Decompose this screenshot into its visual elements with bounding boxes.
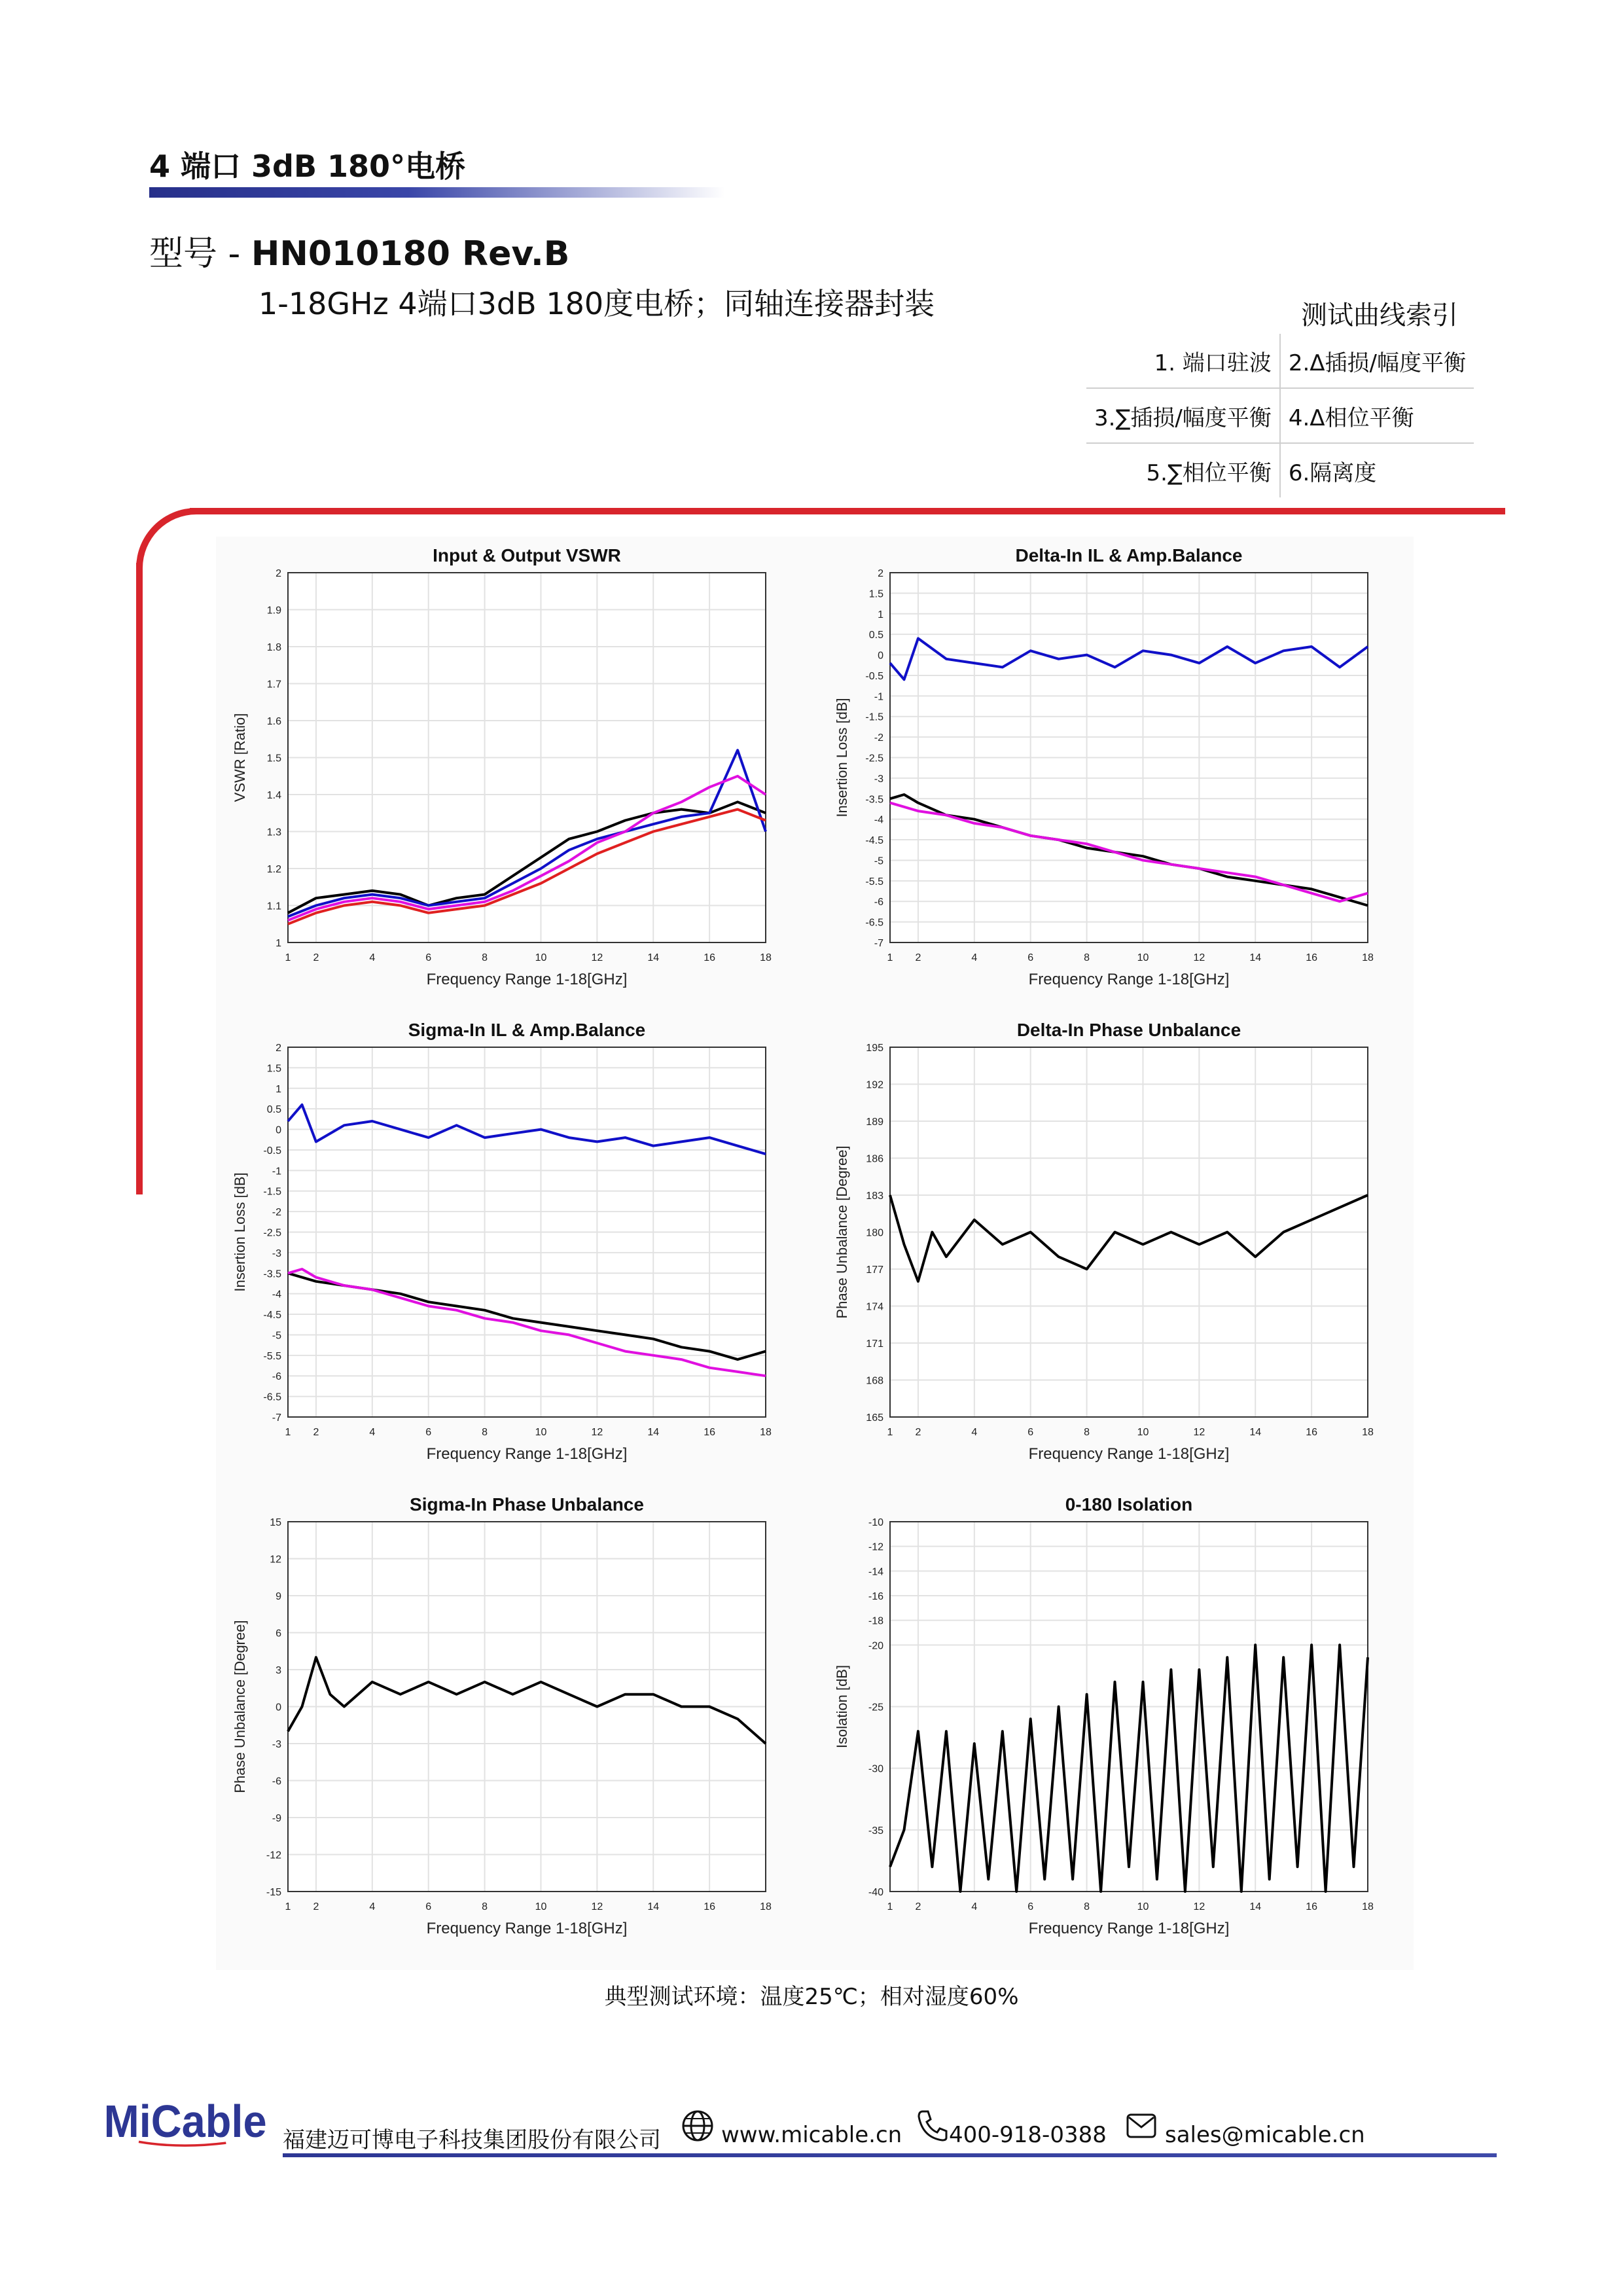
y-tick-label: -30 bbox=[868, 1763, 883, 1775]
y-tick-label: 177 bbox=[866, 1265, 883, 1276]
y-tick-label: 1 bbox=[878, 609, 883, 620]
y-tick-label: 192 bbox=[866, 1079, 883, 1091]
y-tick-label: 9 bbox=[276, 1591, 281, 1602]
x-tick-label: 2 bbox=[313, 1427, 319, 1438]
y-tick-label: 1.5 bbox=[868, 588, 883, 600]
y-tick-label: -3 bbox=[272, 1739, 281, 1750]
x-tick-label: 8 bbox=[482, 1427, 488, 1438]
chart-svg bbox=[216, 1011, 805, 1469]
y-tick-label: 0.5 bbox=[266, 1104, 281, 1116]
x-tick-label: 12 bbox=[591, 952, 603, 963]
x-tick-label: 1 bbox=[887, 1901, 893, 1912]
chart-svg bbox=[818, 1011, 1407, 1469]
frame-top-line bbox=[190, 508, 1505, 514]
company-name: 福建迈可博电子科技集团股份有限公司 bbox=[283, 2127, 661, 2153]
x-tick-label: 12 bbox=[591, 1901, 603, 1912]
y-tick-label: -16 bbox=[868, 1591, 883, 1602]
chart-title: Delta-In Phase Unbalance bbox=[1016, 1020, 1241, 1040]
y-tick-label: -0.5 bbox=[263, 1145, 281, 1157]
x-tick-label: 10 bbox=[1137, 952, 1149, 963]
plots-area bbox=[216, 537, 1414, 1970]
x-tick-label: 2 bbox=[313, 1901, 319, 1912]
y-tick-label: 2 bbox=[276, 1043, 281, 1054]
y-tick-label: 1.4 bbox=[266, 790, 281, 801]
x-tick-label: 18 bbox=[760, 1427, 772, 1438]
micable-logo bbox=[93, 2096, 289, 2149]
chart-title: Input & Output VSWR bbox=[433, 545, 621, 565]
x-tick-label: 14 bbox=[1249, 1901, 1262, 1912]
x-tick-label: 18 bbox=[760, 1901, 772, 1912]
y-tick-label: -2.5 bbox=[263, 1227, 281, 1239]
y-tick-label: 165 bbox=[866, 1412, 883, 1424]
y-tick-label: 15 bbox=[270, 1517, 281, 1528]
y-tick-label: -0.5 bbox=[865, 670, 883, 682]
y-tick-label: -2.5 bbox=[865, 753, 883, 764]
x-tick-label: 18 bbox=[760, 952, 772, 963]
y-tick-label: -35 bbox=[868, 1825, 883, 1837]
y-tick-label: 1.8 bbox=[266, 642, 281, 653]
x-tick-label: 12 bbox=[1193, 1901, 1205, 1912]
y-axis-label: Phase Unbalance [Degree] bbox=[232, 1620, 248, 1793]
x-axis-label: Frequency Range 1-18[GHz] bbox=[1028, 1445, 1230, 1463]
x-tick-label: 14 bbox=[647, 952, 660, 963]
chart-title: Sigma-In IL & Amp.Balance bbox=[408, 1020, 646, 1040]
y-tick-label: 1 bbox=[276, 1083, 281, 1095]
x-tick-label: 2 bbox=[915, 1427, 921, 1438]
y-tick-label: -6.5 bbox=[865, 917, 883, 929]
mail-icon bbox=[1126, 2113, 1157, 2139]
y-tick-label: 195 bbox=[866, 1043, 883, 1054]
chart-title: 0-180 Isolation bbox=[1065, 1494, 1193, 1515]
x-tick-label: 10 bbox=[535, 952, 547, 963]
y-tick-label: 0 bbox=[878, 650, 883, 662]
y-tick-label: 1 bbox=[276, 938, 281, 949]
y-tick-label: -9 bbox=[272, 1813, 281, 1824]
y-tick-label: -6 bbox=[874, 897, 883, 908]
x-tick-label: 4 bbox=[369, 1427, 376, 1438]
index-item: 5.∑相位平衡 bbox=[1086, 443, 1280, 497]
x-axis-label: Frequency Range 1-18[GHz] bbox=[426, 1920, 628, 1937]
x-tick-label: 10 bbox=[1137, 1901, 1149, 1912]
y-tick-label: -7 bbox=[874, 938, 883, 949]
curve-index-table bbox=[1086, 334, 1474, 497]
chart-svg bbox=[818, 537, 1407, 995]
y-tick-label: 174 bbox=[866, 1301, 883, 1313]
y-tick-label: 1.5 bbox=[266, 1063, 281, 1075]
y-tick-label: -6 bbox=[272, 1776, 281, 1787]
y-tick-label: -5 bbox=[272, 1330, 281, 1342]
y-tick-label: -18 bbox=[868, 1615, 883, 1627]
y-tick-label: 2 bbox=[276, 568, 281, 579]
x-tick-label: 14 bbox=[647, 1901, 660, 1912]
curve-index-title: 测试曲线索引 bbox=[1301, 300, 1458, 331]
y-tick-label: 2 bbox=[878, 568, 883, 579]
y-tick-label: 183 bbox=[866, 1191, 883, 1202]
y-tick-label: 180 bbox=[866, 1227, 883, 1239]
x-axis-label: Frequency Range 1-18[GHz] bbox=[426, 971, 628, 988]
y-tick-label: -10 bbox=[868, 1517, 883, 1528]
y-tick-label: -40 bbox=[868, 1887, 883, 1898]
index-item: 1. 端口驻波 bbox=[1086, 334, 1280, 388]
y-tick-label: -12 bbox=[868, 1541, 883, 1553]
y-tick-label: 171 bbox=[866, 1338, 883, 1350]
x-tick-label: 6 bbox=[425, 1901, 432, 1912]
y-tick-label: -15 bbox=[266, 1887, 281, 1898]
x-tick-label: 4 bbox=[971, 952, 978, 963]
x-tick-label: 1 bbox=[887, 952, 893, 963]
globe-icon bbox=[681, 2109, 715, 2143]
chart-vswr bbox=[216, 537, 805, 995]
index-item: 6.隔离度 bbox=[1288, 459, 1377, 486]
chart-isolation bbox=[818, 1486, 1407, 1944]
x-tick-label: 8 bbox=[482, 1901, 488, 1912]
x-tick-label: 18 bbox=[1362, 1427, 1374, 1438]
y-tick-label: -2 bbox=[874, 732, 883, 744]
chart-sigma-phase bbox=[216, 1486, 805, 1944]
y-axis-label: Insertion Loss [dB] bbox=[232, 1172, 248, 1292]
test-environment-note: 典型测试环境：温度25℃；相对湿度60% bbox=[604, 1984, 1019, 2010]
x-tick-label: 1 bbox=[285, 1901, 291, 1912]
chart-delta-phase bbox=[818, 1011, 1407, 1469]
x-tick-label: 4 bbox=[369, 952, 376, 963]
y-axis-label: VSWR [Ratio] bbox=[232, 713, 248, 802]
y-axis-label: Isolation [dB] bbox=[834, 1664, 850, 1749]
index-item: 4.Δ相位平衡 bbox=[1280, 388, 1474, 443]
x-tick-label: 12 bbox=[1193, 1427, 1205, 1438]
x-axis-label: Frequency Range 1-18[GHz] bbox=[426, 1445, 628, 1463]
y-tick-label: -5.5 bbox=[263, 1350, 281, 1362]
x-tick-label: 10 bbox=[535, 1901, 547, 1912]
x-axis-label: Frequency Range 1-18[GHz] bbox=[1028, 1920, 1230, 1937]
footer-line bbox=[283, 2153, 1497, 2157]
model-line bbox=[149, 226, 569, 275]
chart-title: Sigma-In Phase Unbalance bbox=[410, 1494, 644, 1515]
y-tick-label: 186 bbox=[866, 1153, 883, 1165]
chart-sigma-il bbox=[216, 1011, 805, 1469]
x-tick-label: 1 bbox=[887, 1427, 893, 1438]
index-row bbox=[1086, 443, 1474, 497]
x-tick-label: 8 bbox=[1084, 1427, 1090, 1438]
y-tick-label: -14 bbox=[868, 1566, 883, 1578]
frame-left-line bbox=[136, 563, 143, 1194]
y-tick-label: -4 bbox=[272, 1289, 281, 1300]
y-tick-label: -1 bbox=[874, 691, 883, 703]
chart-delta-il bbox=[818, 537, 1407, 995]
x-tick-label: 2 bbox=[915, 1901, 921, 1912]
chart-svg bbox=[216, 537, 805, 995]
y-tick-label: -7 bbox=[272, 1412, 281, 1424]
model-number: HN010180 Rev.B bbox=[251, 234, 570, 274]
y-tick-label: 0.5 bbox=[868, 630, 883, 641]
y-tick-label: 1.3 bbox=[266, 827, 281, 838]
x-tick-label: 4 bbox=[971, 1427, 978, 1438]
x-tick-label: 18 bbox=[1362, 1901, 1374, 1912]
y-tick-label: -4 bbox=[874, 814, 883, 826]
chart-svg bbox=[818, 1486, 1407, 1944]
y-tick-label: -12 bbox=[266, 1850, 281, 1861]
x-tick-label: 6 bbox=[1027, 1901, 1034, 1912]
y-tick-label: -25 bbox=[868, 1702, 883, 1713]
x-tick-label: 2 bbox=[915, 952, 921, 963]
x-tick-label: 16 bbox=[704, 1427, 716, 1438]
x-tick-label: 1 bbox=[285, 1427, 291, 1438]
phone-icon bbox=[916, 2109, 948, 2143]
y-tick-label: -1.5 bbox=[865, 711, 883, 723]
index-row bbox=[1086, 388, 1474, 443]
y-tick-label: 0 bbox=[276, 1124, 281, 1136]
y-tick-label: -3.5 bbox=[263, 1268, 281, 1280]
y-tick-label: -5 bbox=[874, 855, 883, 867]
frame-corner bbox=[136, 508, 196, 568]
y-tick-label: 3 bbox=[276, 1665, 281, 1676]
website-link[interactable]: www.micable.cn bbox=[721, 2122, 902, 2148]
x-tick-label: 6 bbox=[425, 952, 432, 963]
y-tick-label: -6 bbox=[272, 1371, 281, 1383]
x-tick-label: 8 bbox=[482, 952, 488, 963]
y-tick-label: -6.5 bbox=[263, 1391, 281, 1403]
index-row bbox=[1086, 334, 1474, 388]
x-tick-label: 14 bbox=[1249, 952, 1262, 963]
y-tick-label: 1.7 bbox=[266, 679, 281, 691]
title-underline bbox=[149, 187, 725, 198]
y-tick-label: 189 bbox=[866, 1117, 883, 1128]
y-tick-label: -5.5 bbox=[865, 876, 883, 888]
phone-number[interactable]: 400-918-0388 bbox=[949, 2122, 1107, 2148]
x-tick-label: 8 bbox=[1084, 952, 1090, 963]
y-tick-label: -20 bbox=[868, 1640, 883, 1652]
x-tick-label: 2 bbox=[313, 952, 319, 963]
y-tick-label: -2 bbox=[272, 1207, 281, 1219]
model-prefix: 型号 - bbox=[149, 234, 251, 274]
y-axis-label: Insertion Loss [dB] bbox=[834, 698, 850, 817]
x-tick-label: 16 bbox=[704, 952, 716, 963]
x-tick-label: 16 bbox=[704, 1901, 716, 1912]
x-tick-label: 16 bbox=[1306, 1901, 1318, 1912]
y-tick-label: 168 bbox=[866, 1375, 883, 1387]
x-tick-label: 10 bbox=[1137, 1427, 1149, 1438]
x-tick-label: 6 bbox=[1027, 1427, 1034, 1438]
page-title: 4 端口 3dB 180°电桥 bbox=[149, 149, 466, 184]
index-item: 2.Δ插损/幅度平衡 bbox=[1280, 334, 1474, 388]
logo-text: MiCable bbox=[103, 2096, 267, 2147]
chart-title: Delta-In IL & Amp.Balance bbox=[1015, 545, 1243, 565]
x-tick-label: 16 bbox=[1306, 952, 1318, 963]
x-tick-label: 12 bbox=[1193, 952, 1205, 963]
y-tick-label: 1.1 bbox=[266, 901, 281, 912]
y-tick-label: -4.5 bbox=[263, 1310, 281, 1321]
x-tick-label: 18 bbox=[1362, 952, 1374, 963]
y-tick-label: -1.5 bbox=[263, 1186, 281, 1198]
product-subtitle: 1-18GHz 4端口3dB 180度电桥；同轴连接器封装 bbox=[259, 286, 935, 321]
x-tick-label: 10 bbox=[535, 1427, 547, 1438]
y-tick-label: -3.5 bbox=[865, 794, 883, 806]
email-link[interactable]: sales@micable.cn bbox=[1165, 2122, 1365, 2148]
y-tick-label: 1.9 bbox=[266, 605, 281, 617]
x-tick-label: 4 bbox=[971, 1901, 978, 1912]
x-tick-label: 12 bbox=[591, 1427, 603, 1438]
x-tick-label: 6 bbox=[425, 1427, 432, 1438]
x-tick-label: 6 bbox=[1027, 952, 1034, 963]
y-tick-label: 0 bbox=[276, 1702, 281, 1713]
y-axis-label: Phase Unbalance [Degree] bbox=[834, 1145, 850, 1319]
index-item: 3.∑插损/幅度平衡 bbox=[1086, 388, 1280, 443]
x-tick-label: 14 bbox=[1249, 1427, 1262, 1438]
x-tick-label: 14 bbox=[647, 1427, 660, 1438]
x-tick-label: 4 bbox=[369, 1901, 376, 1912]
chart-svg bbox=[216, 1486, 805, 1944]
x-tick-label: 1 bbox=[285, 952, 291, 963]
x-axis-label: Frequency Range 1-18[GHz] bbox=[1028, 971, 1230, 988]
y-tick-label: 1.6 bbox=[266, 716, 281, 727]
x-tick-label: 16 bbox=[1306, 1427, 1318, 1438]
y-tick-label: -4.5 bbox=[865, 835, 883, 847]
y-tick-label: 1.2 bbox=[266, 864, 281, 875]
y-tick-label: 12 bbox=[270, 1554, 281, 1566]
y-tick-label: -1 bbox=[272, 1166, 281, 1177]
y-tick-label: 6 bbox=[276, 1628, 281, 1640]
y-tick-label: -3 bbox=[272, 1247, 281, 1259]
y-tick-label: -3 bbox=[874, 773, 883, 785]
y-tick-label: 1.5 bbox=[266, 753, 281, 764]
x-tick-label: 8 bbox=[1084, 1901, 1090, 1912]
